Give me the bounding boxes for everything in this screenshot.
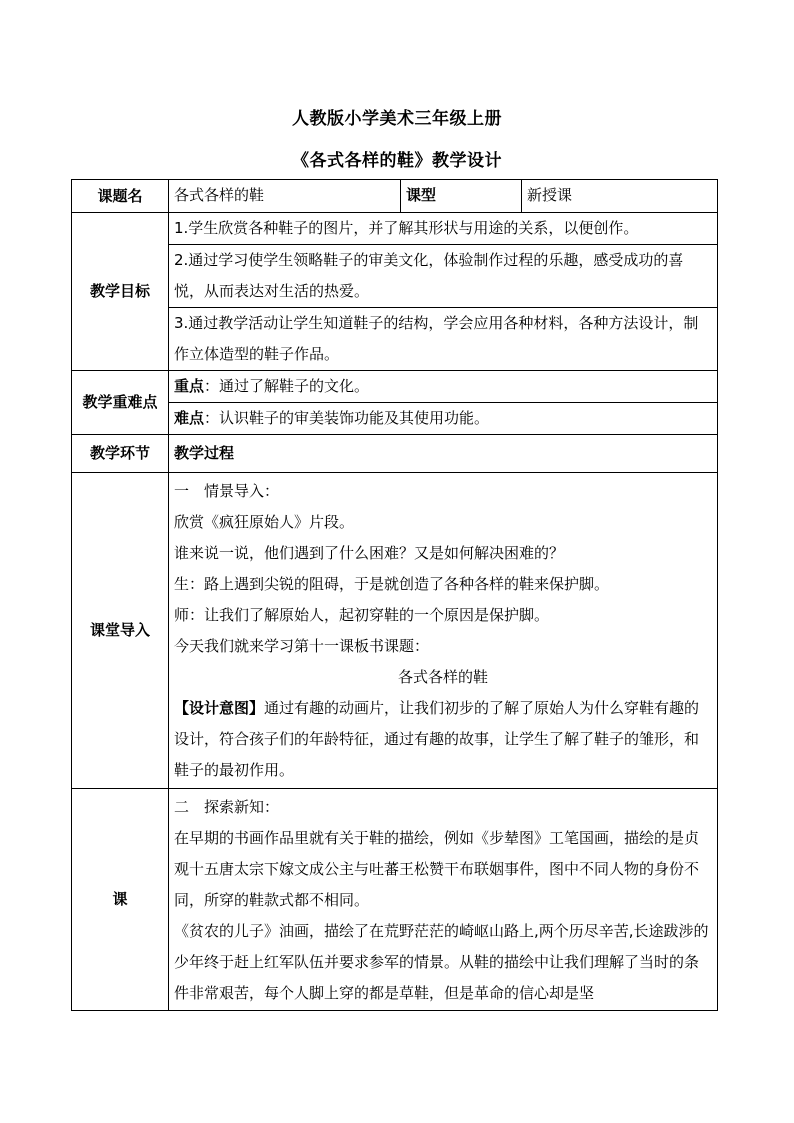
- key-point-cell: [169, 371, 718, 403]
- intro-line: 师：让我们了解原始人，起初穿鞋的一个原因是保护脚。: [174, 606, 550, 624]
- process-stage-label: 教学环节: [72, 435, 169, 473]
- document-title-line1: 人教版小学美术三年级上册: [292, 109, 502, 129]
- key-point-row: [72, 371, 718, 403]
- lesson-type-label: 课型: [401, 180, 522, 213]
- lesson-plan-table: [71, 179, 718, 1011]
- explore-content: [169, 789, 718, 1011]
- explore-label: 课: [72, 789, 169, 1011]
- intro-line: 欣赏《疯狂原始人》片段。: [174, 513, 355, 531]
- lesson-type-value: 新授课: [522, 180, 718, 213]
- difficult-point-cell: [169, 403, 718, 435]
- process-header-row: [72, 435, 718, 473]
- intro-line: 今天我们就来学习第十一课板书课题：: [174, 637, 430, 655]
- key-points-label: 教学重难点: [72, 371, 169, 435]
- goal-item-3: 3.通过教学活动让学生知道鞋子的结构，学会应用各种材料，各种方法设计，制作立体造型的鞋子作品。: [169, 308, 718, 371]
- design-intent-text: 通过有趣的动画片，让我们初步的了解了原始人为什么穿鞋有趣的设计，符合孩子们的年龄特征，通过有趣的故事，让学生了解了鞋子的雏形，和鞋子的最初作用。: [174, 699, 700, 779]
- explore-heading: 二 探索新知：: [174, 798, 280, 816]
- design-intent: [174, 693, 712, 786]
- goals-label: 教学目标: [72, 213, 169, 371]
- intro-row: [72, 473, 718, 789]
- key-point-text: ：通过了解鞋子的文化。: [204, 377, 370, 395]
- intro-heading: 一 情景导入：: [174, 482, 280, 500]
- document-title-line2: 《各式各样的鞋》教学设计: [292, 151, 502, 171]
- goal-row-1: [72, 213, 718, 245]
- difficult-point-label: 难点: [174, 409, 205, 427]
- info-row: [72, 180, 718, 213]
- explore-row: [72, 789, 718, 1011]
- intro-content: [169, 473, 718, 789]
- goal-row-2: [72, 245, 718, 308]
- lesson-name-value: 各式各样的鞋: [169, 180, 401, 213]
- difficult-point-row: [72, 403, 718, 435]
- board-title: 各式各样的鞋: [397, 668, 488, 686]
- goal-item-1: 1.学生欣赏各种鞋子的图片，并了解其形状与用途的关系，以便创作。: [169, 213, 718, 245]
- intro-line: 生：路上遇到尖锐的阻碍，于是就创造了各种各样的鞋来保护脚。: [174, 575, 610, 593]
- lesson-name-label: 课题名: [72, 180, 169, 213]
- key-point-label: 重点: [174, 377, 205, 395]
- goal-row-3: [72, 308, 718, 371]
- goal-item-2: 2.通过学习使学生领略鞋子的审美文化，体验制作过程的乐趣，感受成功的喜悦，从而表达对生活的热爱。: [169, 245, 718, 308]
- design-intent-label: 【设计意图】: [174, 699, 265, 717]
- intro-label: 课堂导入: [72, 473, 169, 789]
- difficult-point-text: ：认识鞋子的审美装饰功能及其使用功能。: [204, 409, 490, 427]
- explore-paragraph-2: 《贫农的儿子》油画，描绘了在荒野茫茫的崎岖山路上,两个历尽辛苦,长途跋涉的少年终于赶上红军队伍并要求参军的情景。从鞋的描绘中让我们理解了当时的条件非常艰苦，每个人脚上穿的都是草鞋，但是革命的信心却是坚: [174, 922, 709, 1002]
- intro-line: 谁来说一说，他们遇到了什么困难？又是如何解决困难的？: [174, 544, 565, 562]
- process-header-value: 教学过程: [169, 435, 718, 473]
- explore-paragraph-1: 在早期的书画作品里就有关于鞋的描绘，例如《步辇图》工笔国画，描绘的是贞观十五唐太宗下嫁文成公主与吐蕃王松赞干布联姻事件，图中不同人物的身份不同，所穿的鞋款式都不相同。: [174, 829, 700, 909]
